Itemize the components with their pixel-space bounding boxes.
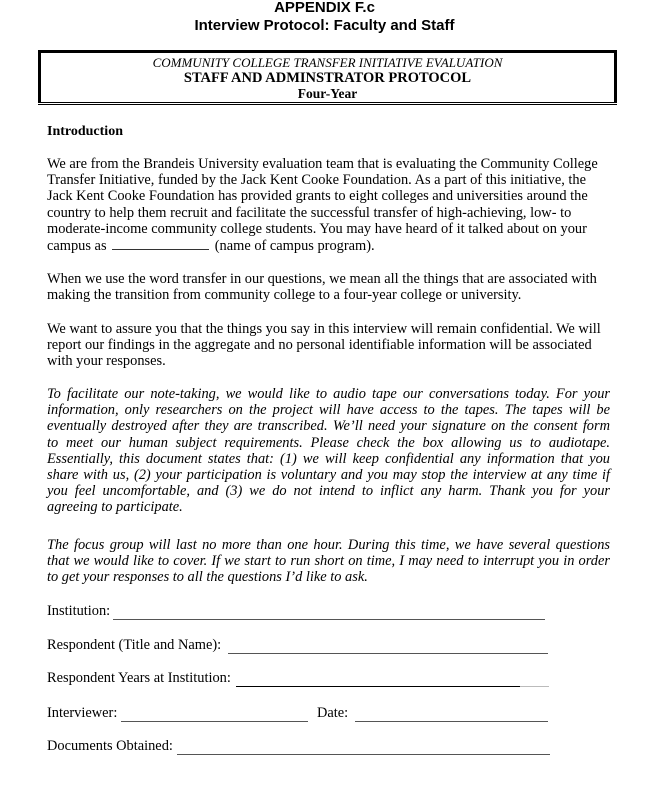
text-line-with-blank [47,237,610,254]
documents-field [47,738,173,755]
intro-paragraph-4 [47,386,610,516]
text-line: making the transition from community college to a four-year college or university. [47,287,522,304]
date-label: Date: [317,705,349,721]
text-line: Essentially, this document states that: (1) we will keep confidential any information that you [47,450,610,467]
title-box-double-rule [38,104,617,105]
text-line: moderate-income community college students. You may have heard of it talked about on your [47,220,587,237]
protocol-subtitle: Four-Year [297,86,358,101]
text-line: Jack Kent Cooke Foundation has provided grants to eight colleges and universities around the [47,188,588,205]
text-line: with your responses. [47,353,166,370]
interviewer-field [47,705,117,722]
years-label: Respondent Years at Institution: [47,670,231,686]
documents-label: Documents Obtained: [47,738,173,754]
text-line: to meet our human subject requirements. Please check the box allowing us to audiotape. [47,434,610,451]
evaluation-title: COMMUNITY COLLEGE TRANSFER INITIATIVE EVALUATION [152,55,503,70]
date-field [317,705,348,722]
protocol-title: STAFF AND ADMINSTRATOR PROTOCOL [183,70,472,86]
intro-paragraph-1 [47,156,610,254]
text-fragment: (name of campus program). [214,238,375,255]
text-line: you feel uncomfortable, and (3) we do not intend to inflict any harm. Thank you for your [47,483,610,500]
text-line: We want to assure you that the things you say in this interview will remain confidential. We will [47,321,601,337]
interviewer-input-line[interactable] [121,721,308,722]
respondent-field [47,637,221,654]
text-line: The focus group will last no more than one hour. During this time, we have several questions [47,537,610,553]
text-line: country to help them recruit and facilitate the successful transfer of high-achieving, low- to [47,204,572,221]
text-line: When we use the word transfer in our questions, we mean all the things that are associated with [47,271,597,287]
text-line: To facilitate our note-taking, we would like to audio tape our conversations today. For your [47,386,610,402]
text-line: share with us, (2) your participation is voluntary and you may stop the interview at any time if [47,467,610,484]
interviewer-label: Interviewer: [47,705,118,721]
text-line: Transfer Initiative, funded by the Jack Kent Cooke Foundation. As a part of this initiative, the [47,172,587,189]
intro-paragraph-5 [47,537,610,586]
date-input-line[interactable] [355,721,548,722]
title-box [38,50,617,103]
respondent-input-line[interactable] [228,653,548,654]
years-input-line-tail [520,686,549,687]
intro-paragraph-3 [47,321,610,370]
introduction-heading: Introduction [47,124,123,139]
text-line: eventually destroyed after they are transcribed. We’ll need your signature on the consent form [47,418,610,435]
years-field [47,670,231,687]
campus-program-blank[interactable] [112,237,209,250]
text-line: report our findings in the aggregate and no personal identifiable information will be associated [47,337,592,354]
documents-input-line[interactable] [177,754,550,755]
text-line: to get your responses to all the questions I’d like to ask. [47,569,368,586]
appendix-label: APPENDIX F.c [274,0,375,16]
text-fragment: campus as [47,238,107,255]
intro-paragraph-2 [47,271,610,303]
text-line: We are from the Brandeis University evaluation team that is evaluating the Community College [47,156,598,172]
institution-label: Institution: [47,603,111,619]
text-line: that we would like to cover. If we start to run short on time, I may need to interrupt you in order [47,553,610,570]
text-line: information, only researchers on the project will have access to the tapes. The tapes will be [47,402,610,419]
respondent-label: Respondent (Title and Name): [47,637,222,653]
document-title: Interview Protocol: Faculty and Staff [194,17,455,34]
years-input-line[interactable] [236,686,520,687]
institution-input-line[interactable] [113,619,545,620]
institution-field [47,603,110,620]
text-line: agreeing to participate. [47,499,183,516]
